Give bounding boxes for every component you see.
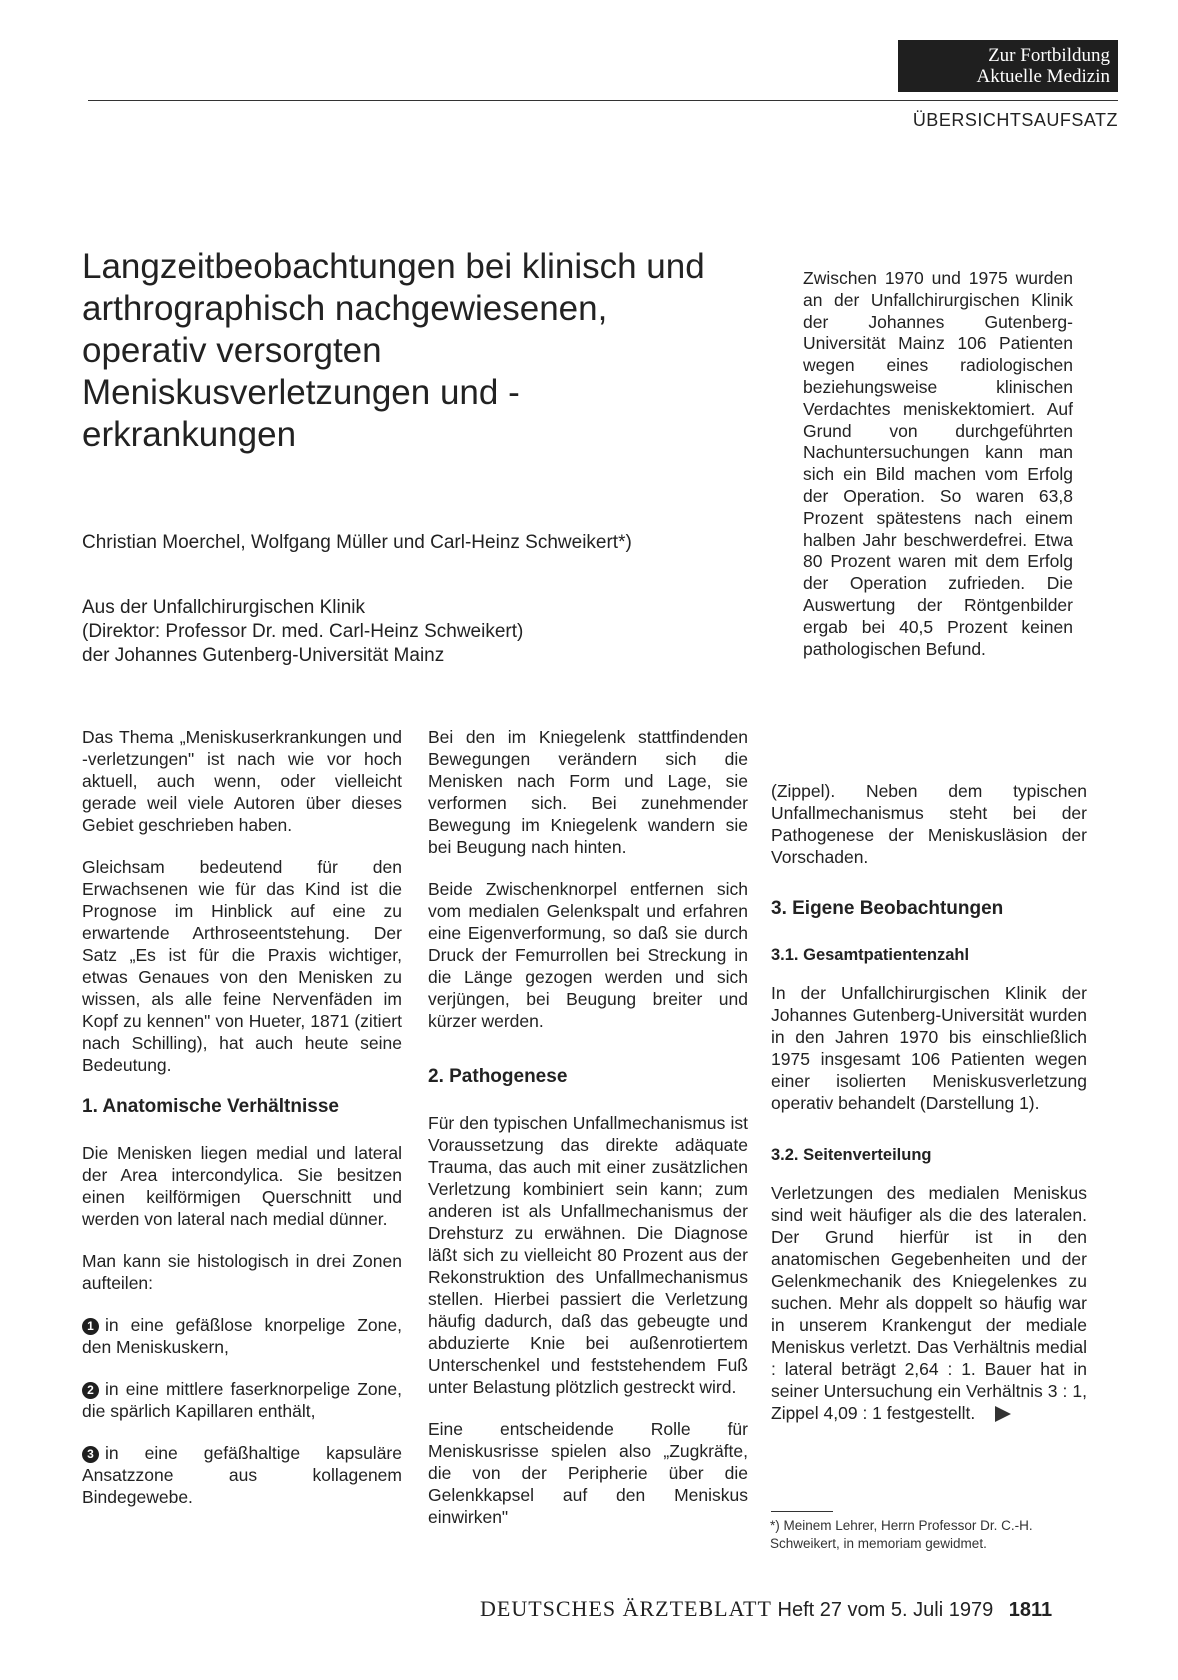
journal-name: DEUTSCHES ÄRZTEBLATT (480, 1596, 772, 1621)
number-1-icon: 1 (82, 1318, 99, 1335)
section-heading-3: 3. Eigene Beobachtungen (771, 898, 1004, 919)
paragraph: Das Thema „Meniskuserkrankungen und -verletzungen" ist nach wie vor hoch aktuell, auch wenn, oder vielleicht gerade weil viele Autoren über dieses Gebiet geschrieben haben. (82, 727, 402, 835)
list-item-text: in eine gefäßhaltige kapsuläre Ansatzzone aus kollagenem Bindegewebe. (82, 1443, 402, 1507)
paragraph: Man kann sie histologisch in drei Zonen aufteilen: (82, 1251, 402, 1293)
affiliation-line-3: der Johannes Gutenberg-Universität Mainz (82, 645, 445, 666)
paragraph: Eine entscheidende Rolle für Meniskusrisse spielen also „Zugkräfte, die von der Peripherie über die Gelenkkapsel auf den Meniskus einwirken" (428, 1419, 748, 1527)
affiliation-line-1: Aus der Unfallchirurgischen Klinik (82, 597, 366, 618)
list-item-text: in eine mittlere faserknorpelige Zone, die spärlich Kapillaren enthält, (82, 1379, 402, 1421)
list-item-zone-2 (82, 1378, 402, 1422)
section-label-line1: Zur Fortbildung (988, 45, 1110, 66)
paragraph: Beide Zwischenknorpel entfernen sich vom medialen Gelenkspalt und erfahren eine Eigenverformung, so daß sie durch Druck der Femurrollen bei Streckung in die Länge gezogen werden und sich verjüngen, bei Beugung breiter und kürzer werden. (428, 879, 748, 1031)
section-heading-1: 1. Anatomische Verhältnisse (82, 1096, 339, 1117)
article-type-label: ÜBERSICHTSAUFSATZ (912, 110, 1118, 130)
issue-info: Heft 27 vom 5. Juli 1979 (777, 1599, 994, 1621)
article-authors: Christian Moerchel, Wolfgang Müller und Carl-Heinz Schweikert*) (82, 532, 632, 553)
body-column-2 (428, 726, 748, 1548)
list-item-zone-3 (82, 1442, 402, 1508)
list-item-text: in eine gefäßlose knorpelige Zone, den Meniskuskern, (82, 1315, 402, 1357)
page-footer (480, 1596, 1052, 1622)
number-3-icon: 3 (82, 1446, 99, 1463)
number-2-icon: 2 (82, 1382, 99, 1399)
header-rule (88, 100, 1118, 101)
article-affiliation (82, 596, 523, 668)
paragraph: In der Unfallchirurgischen Klinik der Johannes Gutenberg-Universität wurden in den Jahren 1970 bis einschließlich 1975 insgesamt 106 Patienten wegen einer isolierten Meniskusverletzung operativ behandelt (Darstellung 1). (771, 983, 1087, 1113)
page-number: 1811 (1008, 1599, 1053, 1621)
subsection-heading-3-2: 3.2. Seitenverteilung (771, 1146, 932, 1164)
paragraph-text: Verletzungen des medialen Meniskus sind weit häufiger als die des lateralen. Der Grund hierfür ist in den anatomischen Gegebenheiten und der Gelenkmechanik des Kniegelenkes zu suchen. Mehr als doppelt so häufig war in unserem Krankengut der mediale Meniskus verletzt. Das Verhältnis medial : lateral beträgt 2,64 : 1. Bauer hat in seiner Untersuchung ein Verhältnis 3 : 1, Zippel 4,09 : 1 festgestellt. (771, 1183, 1087, 1423)
footnote: *) Meinem Lehrer, Herrn Professor Dr. C.-H. Schweikert, in memoriam gewidmet. (770, 1518, 1033, 1551)
paragraph: Bei den im Kniegelenk stattfindenden Bewegungen verändern sich die Menisken nach Form und Lage, sie verformen sich. Bei zunehmender Bewegung im Kniegelenk wandern sie bei Beugung nach hinten. (428, 727, 748, 857)
article-abstract: Zwischen 1970 und 1975 wurden an der Unfallchirurgischen Klinik der Johannes Gutenberg-Universität Mainz 106 Patienten wegen eines radiologischen beziehungsweise klinischen Verdachtes meniskektomiert. Auf Grund von durchgeführten Nachuntersuchungen kann man sich ein Bild machen vom Erfolg der Operation. So waren 63,8 Prozent spätestens nach einem halben Jahr beschwerdefrei. Etwa 80 Prozent waren mit dem Erfolg der Operation zufrieden. Die Auswertung der Röntgenbilder ergab bei 40,5 Prozent keinen pathologischen Befund. (803, 268, 1073, 659)
continued-arrow-icon (995, 1406, 1011, 1422)
subsection-heading-3-1: 3.1. Gesamtpatientenzahl (771, 946, 970, 964)
section-label-box (898, 40, 1118, 92)
section-heading-2: 2. Pathogenese (428, 1066, 568, 1087)
body-column-1 (82, 726, 402, 1528)
paragraph: Die Menisken liegen medial und lateral der Area intercondylica. Sie besitzen einen keilförmigen Querschnitt und werden von lateral nach medial dünner. (82, 1143, 402, 1229)
article-title: Langzeitbeobachtungen bei klinisch und arthrographisch nachgewiesenen, operativ versorgten Meniskusverletzungen und -erkrankungen (82, 247, 705, 454)
section-label-line2: Aktuelle Medizin (976, 66, 1110, 87)
body-column-3 (771, 780, 1087, 1444)
list-item-zone-1 (82, 1314, 402, 1358)
paragraph: Für den typischen Unfallmechanismus ist Voraussetzung das direkte adäquate Trauma, das auch mit einer zusätzlichen Verletzung kombiniert sein kann; zum anderen ist als Unfallmechanismus der Drehsturz zu erwähnen. Die Diagnose läßt sich zu vielleicht 80 Prozent aus der Rekonstruktion des Unfallmechanismus stellen. Hierbei passiert die Verletzung häufig dadurch, daß das gebeugte und abduzierte Knie bei außenrotiertem Unterschenkel und feststehendem Fuß unter Belastung plötzlich gestreckt wird. (428, 1113, 748, 1397)
footnote-rule (771, 1511, 833, 1512)
affiliation-line-2: (Direktor: Professor Dr. med. Carl-Heinz Schweikert) (82, 621, 524, 642)
paragraph-continued (771, 1182, 1087, 1424)
paragraph: Gleichsam bedeutend für den Erwachsenen wie für das Kind ist die Prognose im Hinblick auf eine zu erwartende Arthroseentstehung. Der Satz „Es ist für die Praxis wichtiger, etwas Genaues von den Menisken zu wissen, als alle feine Nervenfäden im Kopf zu kennen" von Hueter, 1871 (zitiert nach Schilling), hat auch heute seine Bedeutung. (82, 857, 402, 1075)
paragraph: (Zippel). Neben dem typischen Unfallmechanismus steht bei der Pathogenese der Meniskusläsion der Vorschaden. (771, 781, 1087, 867)
